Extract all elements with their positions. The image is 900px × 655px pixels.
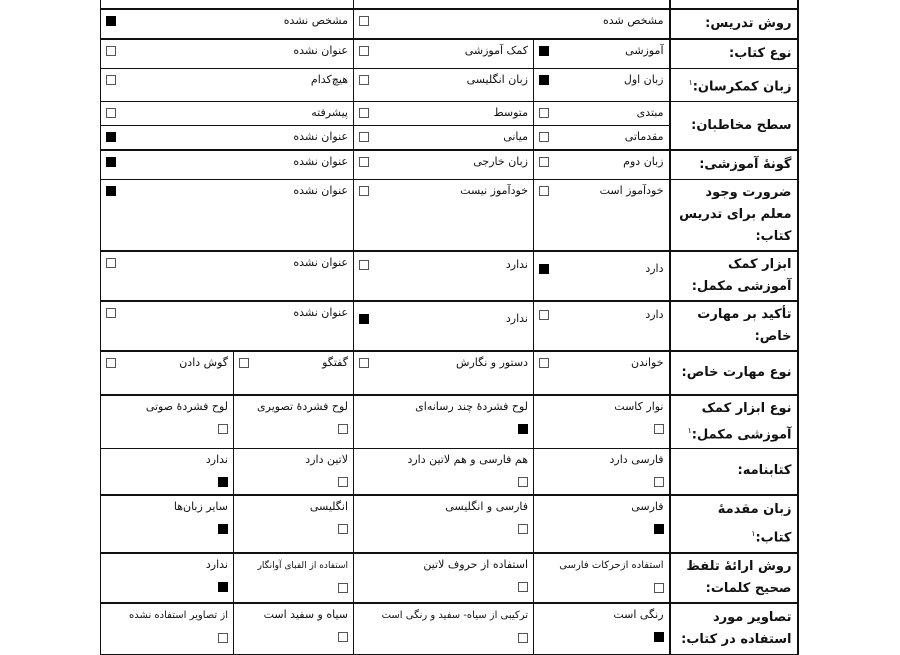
option-cell[interactable] (534, 69, 670, 102)
option-cell[interactable] (101, 495, 234, 553)
checkbox-unchecked[interactable] (518, 582, 528, 592)
option-cell[interactable] (101, 179, 354, 251)
option-cell[interactable] (534, 603, 670, 655)
option-cell[interactable] (354, 126, 534, 150)
option-cell[interactable] (354, 395, 534, 449)
option-cell[interactable] (534, 102, 670, 126)
checkbox-unchecked[interactable] (359, 186, 369, 196)
option-cell[interactable] (101, 553, 234, 603)
option-cell[interactable] (101, 449, 234, 495)
option-cell[interactable] (354, 39, 534, 69)
option-label: دارد (645, 307, 664, 321)
option-cell[interactable] (101, 126, 354, 150)
checkbox-unchecked[interactable] (239, 358, 249, 368)
row-supplementary-tool-type (101, 395, 798, 449)
checkbox-unchecked[interactable] (518, 477, 528, 487)
checkbox-unchecked[interactable] (106, 108, 116, 118)
option-label: ندارد (205, 453, 228, 467)
option-label: لوح فشردهٔ صوتی (145, 399, 228, 413)
row-header: نوع ابزار کمک آموزشی مکمل:$^۱$ (670, 395, 798, 449)
option-cell[interactable] (534, 351, 670, 395)
option-cell[interactable] (101, 102, 354, 126)
checkbox-unchecked[interactable] (539, 157, 549, 167)
option-label: مقدماتی (624, 130, 664, 144)
option-label: ترکیبی از سیاه- سفید و رنگی است (381, 609, 528, 621)
footnote-marker: ۱ (688, 78, 693, 87)
checkbox-checked[interactable] (106, 16, 116, 26)
option-label: سایر زبان‌ها (173, 499, 228, 513)
checkbox-unchecked[interactable] (359, 75, 369, 85)
option-label: انگلیسی (309, 499, 348, 513)
checkbox-unchecked[interactable] (539, 186, 549, 196)
checkbox-unchecked[interactable] (539, 108, 549, 118)
row-header: کتابنامه: (670, 449, 798, 495)
option-label: ندارد (505, 311, 528, 325)
checkbox-unchecked[interactable] (539, 132, 549, 142)
option-cell[interactable] (101, 301, 354, 351)
option-label: عنوان نشده (293, 154, 348, 168)
row-header: گونهٔ آموزشی: (670, 150, 798, 180)
checkbox-checked[interactable] (654, 632, 664, 642)
row-helper-language (101, 69, 798, 102)
cut-off-cell (101, 0, 354, 9)
row-intro-language (101, 495, 798, 553)
option-cell[interactable] (354, 603, 534, 655)
option-label: پیشرفته (311, 106, 348, 120)
checkbox-unchecked[interactable] (654, 424, 664, 434)
option-label: هیچ‌کدام (310, 73, 348, 86)
checkbox-checked[interactable] (218, 524, 228, 534)
option-label: نوار کاست (614, 399, 664, 413)
option-cell[interactable] (101, 69, 354, 102)
checkbox-unchecked[interactable] (106, 75, 116, 85)
checkbox-unchecked[interactable] (338, 632, 348, 642)
option-cell[interactable] (234, 395, 354, 449)
row-book-type (101, 39, 798, 69)
checkbox-unchecked[interactable] (106, 308, 116, 318)
option-label: عنوان نشده (293, 130, 348, 144)
checkbox-unchecked[interactable] (518, 633, 528, 643)
option-cell[interactable] (534, 39, 670, 69)
option-label: رنگی است (613, 607, 664, 621)
row-header: زبان مقدمهٔ کتاب:$^۱$ (670, 495, 798, 553)
checkbox-unchecked[interactable] (654, 583, 664, 593)
checkbox-unchecked[interactable] (359, 46, 369, 56)
option-cell[interactable] (354, 150, 534, 180)
checkbox-unchecked[interactable] (106, 46, 116, 56)
row-header: تأکید بر مهارت خاص: (670, 301, 798, 351)
row-special-skill-type (101, 351, 798, 395)
row-teacher-necessity (101, 179, 798, 251)
row-images-used (101, 603, 798, 655)
option-label: زبان خارجی (473, 154, 528, 168)
row-glossary (101, 449, 798, 495)
option-label: لوح فشردهٔ چند رسانه‌ای (415, 399, 528, 413)
option-label: عنوان نشده (293, 305, 348, 319)
option-label: عنوان نشده (293, 44, 348, 57)
checkbox-checked[interactable] (518, 424, 528, 434)
option-label: استفاده از الفبای آوانگار (257, 560, 348, 571)
option-label: لاتین دارد (305, 453, 348, 467)
option-cell[interactable] (354, 102, 534, 126)
option-cell[interactable] (101, 150, 354, 180)
option-label: مشخص شده (602, 14, 664, 27)
option-cell[interactable] (234, 449, 354, 495)
option-cell[interactable] (534, 449, 670, 495)
row-header: نوع مهارت خاص: (670, 351, 798, 395)
checkbox-checked[interactable] (539, 75, 549, 85)
option-label: خودآموز نیست (460, 183, 528, 197)
row-special-skill-emphasis (101, 301, 798, 351)
checkbox-unchecked[interactable] (539, 310, 549, 320)
option-label: کمک آموزشی (464, 44, 528, 57)
checkbox-checked[interactable] (106, 132, 116, 142)
checkbox-unchecked[interactable] (338, 524, 348, 534)
option-label: فارسی (631, 499, 664, 513)
row-header: سطح مخاطبان: (670, 102, 798, 150)
row-header: نوع کتاب: (670, 39, 798, 69)
option-cell[interactable] (354, 449, 534, 495)
checkbox-checked[interactable] (106, 157, 116, 167)
option-cell[interactable] (101, 9, 354, 39)
option-cell[interactable] (354, 251, 534, 301)
option-label: دستور و نگارش (456, 355, 528, 369)
option-label: هم فارسی و هم لاتین دارد (407, 453, 528, 467)
row-supplementary-tools (101, 251, 798, 301)
option-label: زبان دوم (623, 154, 664, 168)
row-header: روش تدریس: (670, 9, 798, 39)
row-audience-level (101, 102, 798, 126)
checkbox-unchecked[interactable] (218, 424, 228, 434)
checkbox-unchecked[interactable] (359, 358, 369, 368)
option-label: گفتگو (322, 355, 348, 369)
checkbox-unchecked[interactable] (338, 477, 348, 487)
checkbox-unchecked[interactable] (106, 258, 116, 268)
option-label: استفاده ازحرکات فارسی (559, 559, 664, 571)
option-cell[interactable] (354, 301, 534, 351)
option-cell[interactable] (534, 301, 670, 351)
option-label: لوح فشردهٔ تصویری (257, 399, 348, 413)
checkbox-checked[interactable] (654, 524, 664, 534)
option-label: مشخص نشده (283, 14, 348, 27)
checkbox-unchecked[interactable] (338, 424, 348, 434)
option-cell[interactable] (101, 39, 354, 69)
book-evaluation-form (100, 0, 799, 655)
row-pronunciation-method (101, 553, 798, 603)
option-label: سیاه و سفید است (263, 607, 348, 621)
option-label: ندارد (505, 257, 528, 271)
checkbox-unchecked[interactable] (106, 358, 116, 368)
option-label: استفاده از حروف لاتین (423, 557, 528, 571)
row-educational-type (101, 150, 798, 180)
option-label: از تصاویر استفاده نشده (129, 609, 228, 621)
row-header: تصاویر مورد استفاده در کتاب: (670, 603, 798, 655)
option-cell[interactable] (101, 603, 234, 655)
row-header: روش ارائهٔ تلفظ صحیح کلمات: (670, 553, 798, 603)
checkbox-unchecked[interactable] (359, 132, 369, 142)
option-cell[interactable] (534, 251, 670, 301)
checkbox-checked[interactable] (359, 314, 369, 324)
row-header: ابزار کمک آموزشی مکمل: (670, 251, 798, 301)
checkbox-checked[interactable] (539, 264, 549, 274)
option-cell[interactable] (354, 69, 534, 102)
option-cell[interactable] (354, 553, 534, 603)
checkbox-unchecked[interactable] (359, 16, 369, 26)
option-cell[interactable] (534, 553, 670, 603)
option-cell[interactable] (101, 395, 234, 449)
option-label: مبتدی (636, 106, 664, 120)
option-label: زبان انگلیسی (466, 73, 528, 86)
row-header: ضرورت وجود معلم برای تدریس کتاب: (670, 179, 798, 251)
checkbox-unchecked[interactable] (359, 108, 369, 118)
row-header: زبان کمکرسان:$^۱$ (670, 69, 798, 102)
option-cell[interactable] (354, 179, 534, 251)
checkbox-unchecked[interactable] (359, 260, 369, 270)
footnote-marker: ۱ (687, 425, 692, 435)
option-label: خودآموز است (599, 183, 664, 197)
option-cell[interactable] (234, 553, 354, 603)
checkbox-unchecked[interactable] (338, 583, 348, 593)
checkbox-unchecked[interactable] (359, 157, 369, 167)
option-label: میانی (503, 130, 528, 144)
option-label: گوش دادن (179, 355, 228, 369)
option-cell[interactable] (354, 495, 534, 553)
option-cell[interactable] (534, 495, 670, 553)
option-label: دارد (645, 261, 664, 275)
option-cell[interactable] (101, 351, 234, 395)
checkbox-checked[interactable] (539, 46, 549, 56)
option-cell[interactable] (234, 603, 354, 655)
checkbox-unchecked[interactable] (539, 358, 549, 368)
option-label: فارسی دارد (609, 453, 664, 467)
checkbox-unchecked[interactable] (654, 477, 664, 487)
checkbox-checked[interactable] (218, 477, 228, 487)
checkbox-checked[interactable] (106, 186, 116, 196)
option-label: زبان اول (623, 73, 664, 86)
footnote-marker: ۱ (751, 528, 756, 538)
option-label: عنوان نشده (293, 183, 348, 197)
option-cell[interactable] (534, 150, 670, 180)
checkbox-checked[interactable] (218, 582, 228, 592)
option-label: متوسط (493, 106, 528, 120)
option-cell[interactable] (354, 9, 670, 39)
checkbox-unchecked[interactable] (518, 524, 528, 534)
option-cell[interactable] (234, 351, 354, 395)
option-label: عنوان نشده (293, 255, 348, 269)
option-label: خواندن (631, 355, 664, 369)
option-cell[interactable] (354, 351, 534, 395)
row-teaching-method (101, 9, 798, 39)
row-header-cut-off (670, 0, 798, 9)
option-cell[interactable] (534, 395, 670, 449)
option-cell[interactable] (101, 251, 354, 301)
option-label: ندارد (205, 557, 228, 571)
option-cell[interactable] (534, 126, 670, 150)
option-cell[interactable] (234, 495, 354, 553)
option-label: فارسی و انگلیسی (445, 499, 528, 513)
cut-off-cell (354, 0, 670, 9)
option-label: آموزشی (625, 44, 664, 57)
checkbox-unchecked[interactable] (218, 633, 228, 643)
option-cell[interactable] (534, 179, 670, 251)
